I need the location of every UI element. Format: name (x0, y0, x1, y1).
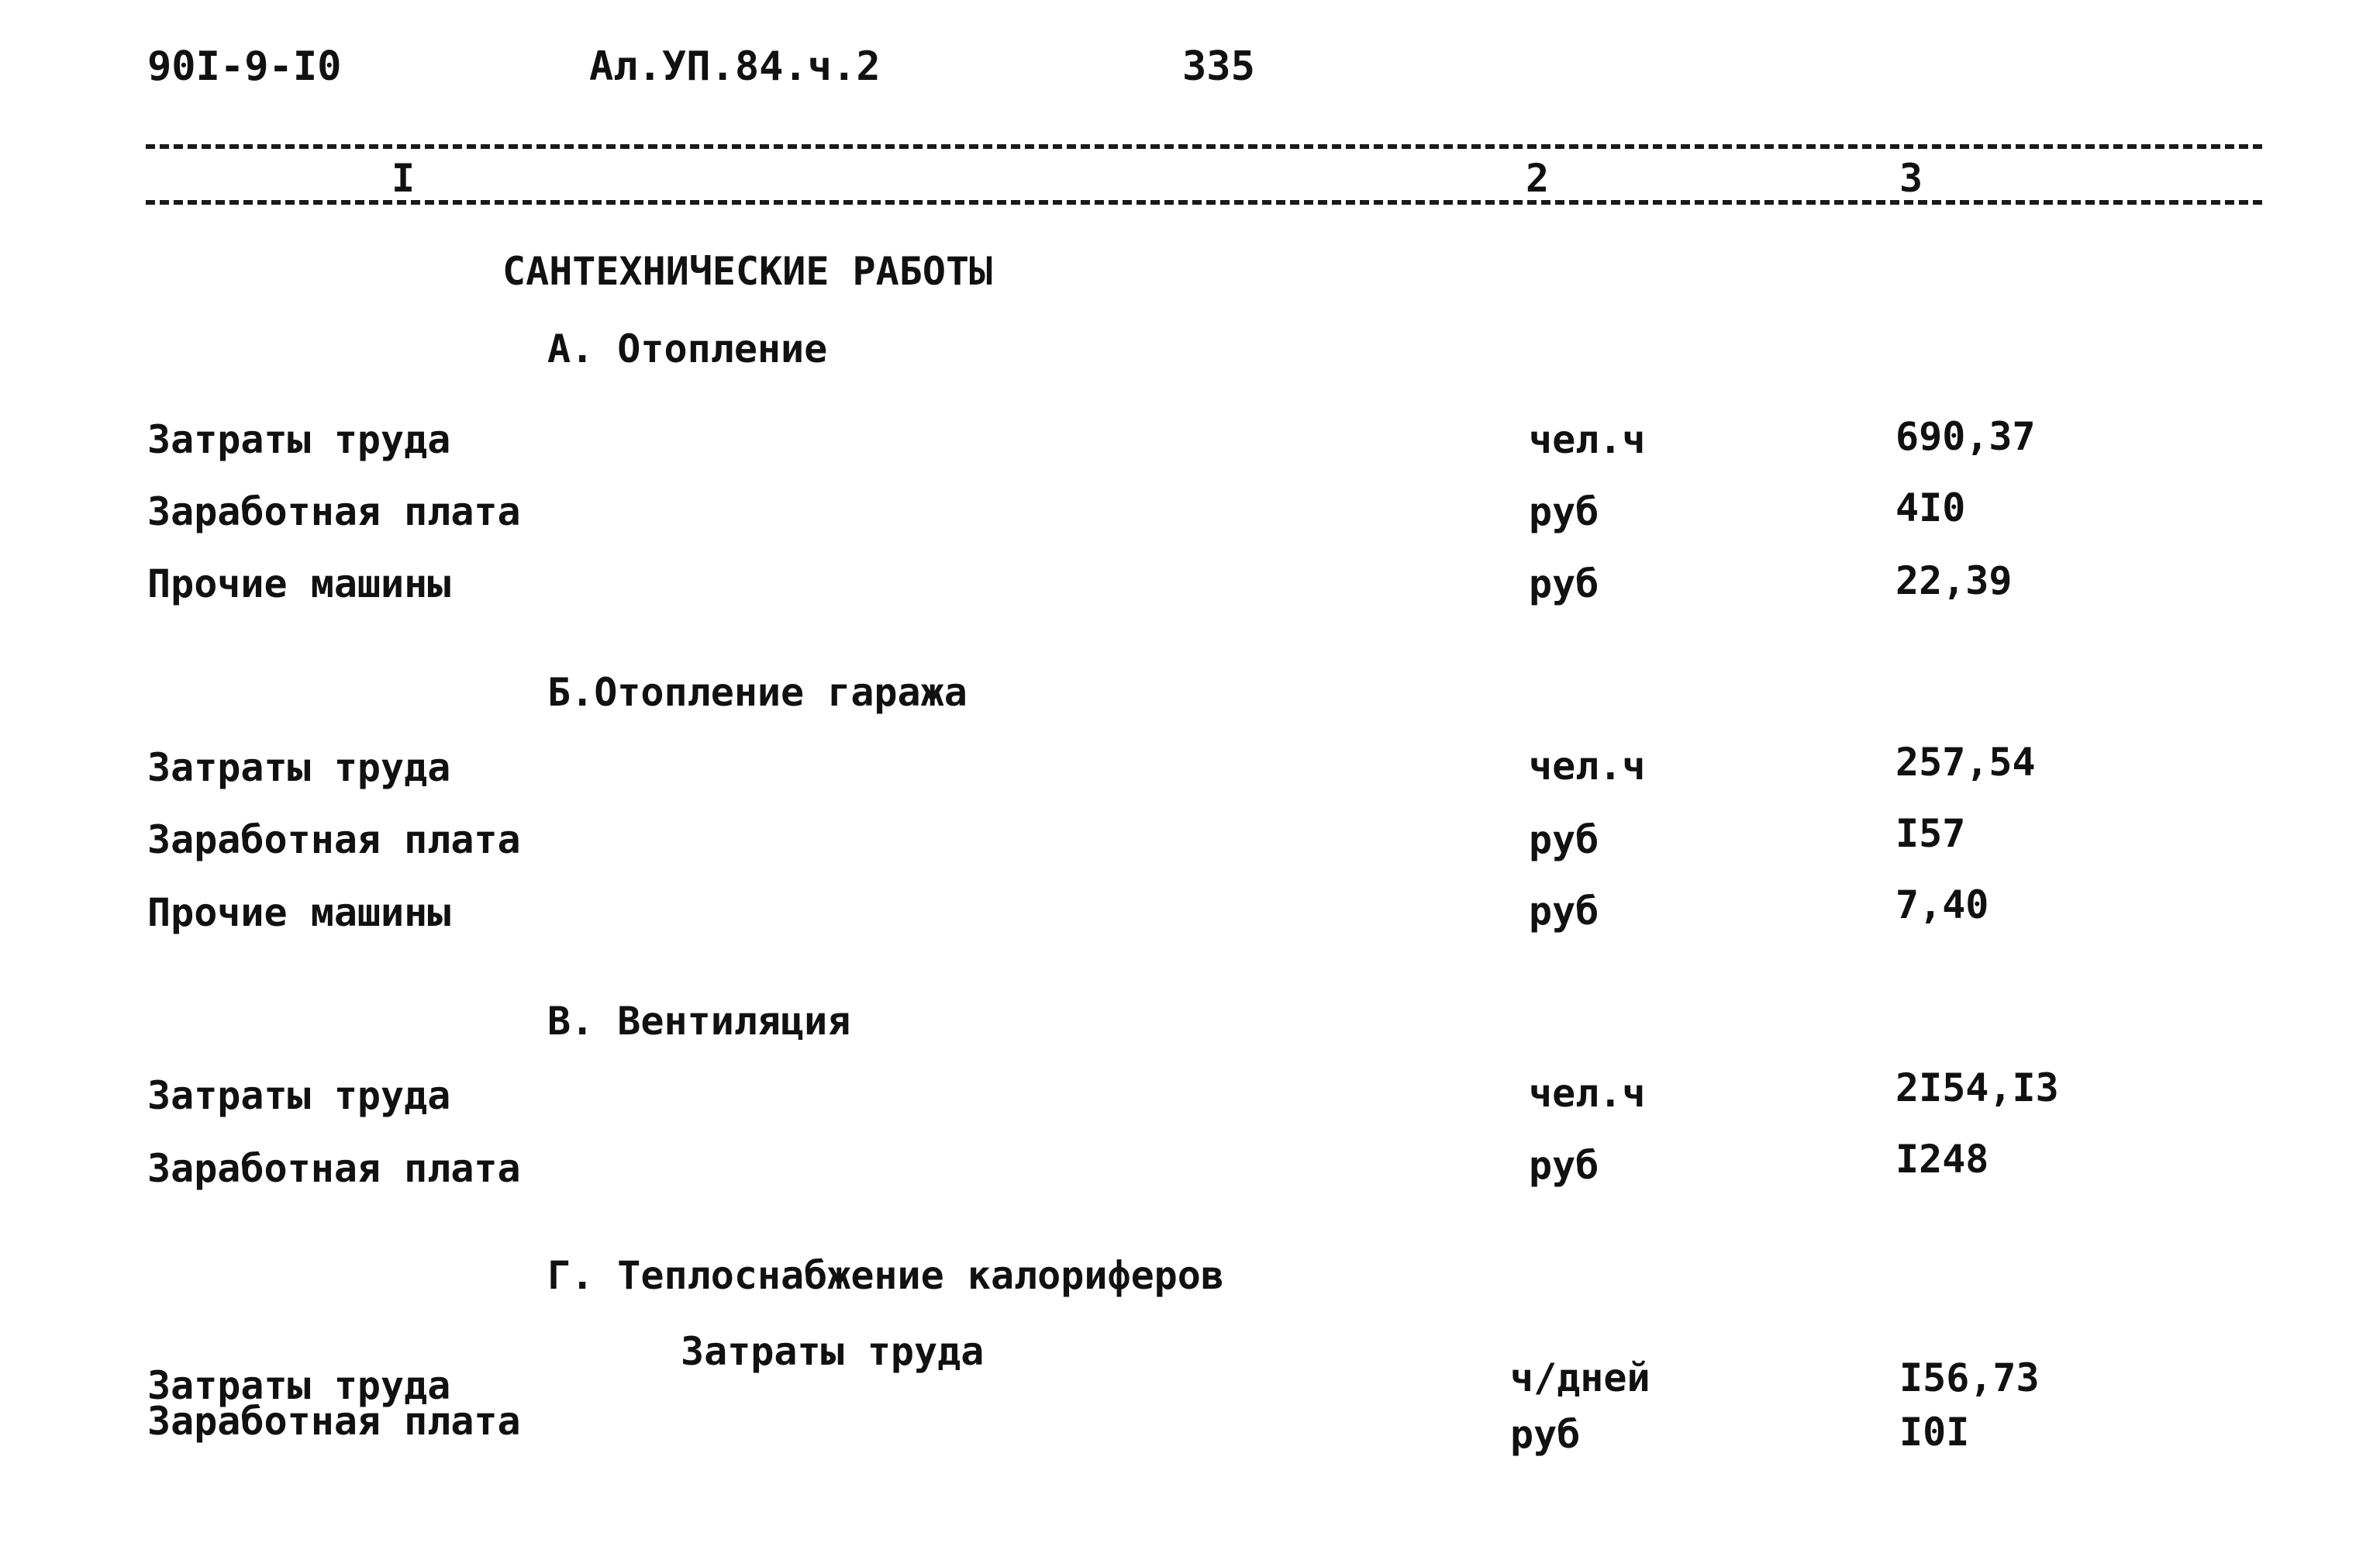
row-unit: ч/дней (1510, 1355, 1650, 1400)
row-name: Затраты труда (147, 1073, 451, 1118)
section-heading-a: А. Отопление (547, 326, 828, 371)
section-title: САНТЕХНИЧЕСКИЕ РАБОТЫ (502, 249, 993, 294)
row-unit: чел.ч (1529, 1071, 1646, 1116)
row-value: I56,73 (1899, 1355, 2040, 1400)
column-header-3: 3 (1899, 156, 1923, 201)
row-unit: чел.ч (1529, 744, 1646, 789)
document-code: 90I-9-I0 (147, 43, 342, 90)
row-unit: руб (1529, 561, 1599, 606)
column-header-1: I (391, 156, 416, 201)
row-name: Заработная плата (147, 1146, 521, 1191)
row-value: 7,40 (1895, 882, 1989, 927)
row-unit: руб (1510, 1412, 1581, 1457)
row-name: Прочие машины (147, 561, 451, 606)
album-reference: Ал.УП.84.ч.2 (589, 43, 881, 90)
section-heading-g: Г. Теплоснабжение калориферов (547, 1253, 1224, 1298)
row-value: 2I54,I3 (1895, 1065, 2059, 1110)
page-number: 335 (1182, 43, 1255, 90)
section-heading-b: Б.Отопление гаража (547, 670, 968, 715)
section-heading-v: В. Вентиляция (547, 999, 851, 1044)
row-name: Затраты труда (147, 1363, 451, 1408)
row-unit: руб (1529, 889, 1599, 934)
column-header-2: 2 (1526, 156, 1550, 201)
row-name: Затраты труда (147, 417, 451, 462)
section-subheading: Затраты труда (681, 1329, 985, 1374)
table-header-rule (146, 200, 2262, 205)
row-unit: руб (1529, 817, 1599, 862)
row-name: Прочие машины (147, 890, 451, 935)
row-name: Заработная плата (147, 817, 521, 862)
row-name: Заработная плата (147, 1399, 521, 1444)
row-name: Заработная плата (147, 489, 521, 534)
row-unit: руб (1529, 489, 1599, 534)
row-value: I57 (1895, 811, 1966, 856)
row-name: Затраты труда (147, 745, 451, 790)
row-value: 22,39 (1895, 558, 2013, 603)
row-value: 4I0 (1895, 485, 1966, 530)
table-top-rule (146, 144, 2262, 149)
row-unit: чел.ч (1529, 417, 1646, 462)
row-unit: руб (1529, 1143, 1599, 1188)
row-value: 690,37 (1895, 414, 2036, 459)
row-value: I248 (1895, 1137, 1989, 1182)
row-value: 257,54 (1895, 740, 2036, 785)
row-value: I0I (1899, 1410, 1970, 1455)
